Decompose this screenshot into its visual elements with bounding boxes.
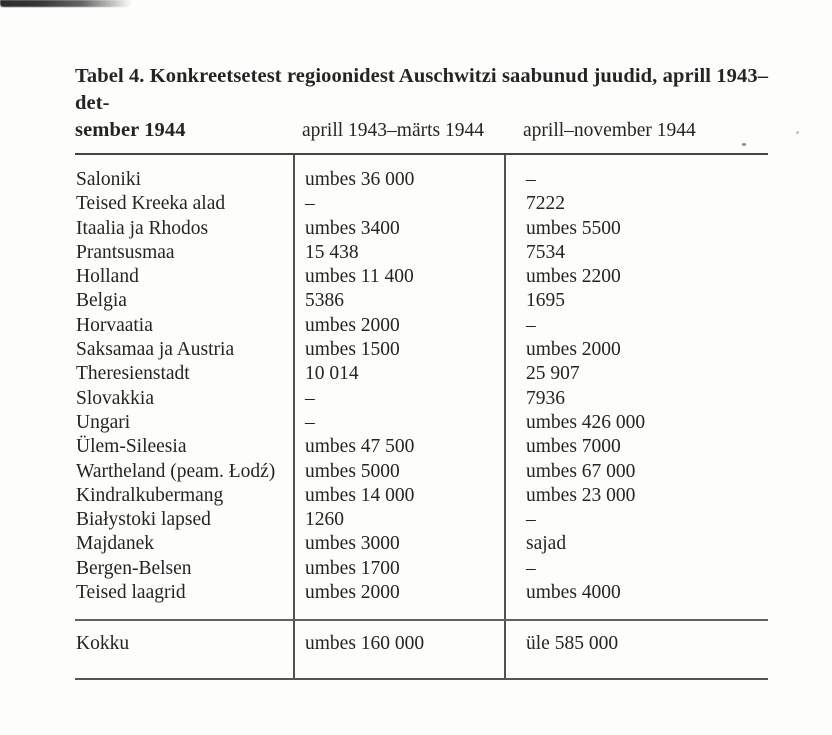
table-row	[75, 435, 768, 459]
region-cell: Prantsusmaa	[76, 241, 175, 263]
period1-cell: –	[305, 193, 315, 215]
table-row	[75, 265, 768, 289]
table-title-line2: sember 1944	[75, 119, 186, 141]
column-header-period1: aprill 1943–märts 1944	[302, 120, 484, 141]
period2-cell: umbes 4000	[526, 582, 621, 604]
period1-cell: umbes 47 500	[305, 436, 415, 458]
table-row	[75, 289, 768, 313]
period1-cell: 5386	[305, 290, 344, 312]
region-cell: Ülem-Sileesia	[76, 436, 187, 458]
period2-cell: –	[526, 557, 536, 579]
period1-cell: umbes 14 000	[305, 484, 415, 506]
total-separator-rule	[75, 619, 768, 621]
period1-cell: umbes 3400	[305, 217, 400, 239]
period1-cell: –	[305, 411, 315, 433]
period1-cell: umbes 2000	[305, 314, 400, 336]
period1-cell: umbes 1700	[305, 557, 400, 579]
period2-cell: umbes 2000	[526, 339, 621, 361]
region-cell: Saloniki	[76, 169, 142, 190]
region-cell: Wartheland (peam. Łodź)	[76, 460, 276, 482]
period2-cell: 7534	[526, 241, 565, 263]
scan-smudge-artifact	[0, 0, 132, 7]
table-title-line1: Tabel 4. Konkreetsetest regioonidest Auschwitzi saabunud juudid, aprill 1943–det-	[75, 65, 769, 114]
table-row	[75, 387, 768, 411]
table-row	[75, 581, 768, 605]
table-row	[75, 460, 768, 484]
region-cell: Belgia	[76, 290, 127, 312]
region-cell: Teised Kreeka alad	[76, 193, 226, 215]
period2-cell: –	[526, 314, 536, 336]
region-cell: Horvaatia	[76, 314, 153, 336]
period2-cell: umbes 2200	[526, 266, 621, 288]
region-cell: Holland	[76, 266, 139, 288]
period1-cell: umbes 5000	[305, 460, 400, 482]
table-body	[75, 168, 768, 605]
period2-cell: umbes 5500	[526, 217, 621, 239]
table-row	[75, 557, 768, 581]
data-table	[75, 153, 768, 680]
period1-cell: umbes 1500	[305, 339, 400, 361]
period1-cell: 1260	[305, 509, 344, 531]
period2-cell: umbes 67 000	[526, 460, 636, 482]
region-cell: Kindralkubermang	[76, 484, 224, 506]
total-row	[75, 632, 768, 656]
table-row	[75, 168, 768, 192]
region-cell: Białystoki lapsed	[76, 509, 211, 531]
period2-cell: umbes 23 000	[526, 484, 636, 506]
column-header-period2: aprill–november 1944	[523, 120, 696, 141]
period1-cell: 15 438	[305, 241, 359, 263]
scan-speck-artifact	[796, 131, 799, 134]
table-row	[75, 532, 768, 556]
region-cell: Bergen-Belsen	[76, 557, 192, 579]
region-cell: Teised laagrid	[76, 582, 186, 604]
period1-cell: 10 014	[305, 363, 359, 385]
region-cell: Slovakkia	[76, 387, 154, 409]
total-period1-value: umbes 160 000	[305, 633, 425, 654]
period2-cell: umbes 426 000	[526, 411, 646, 433]
period2-cell: 7222	[526, 193, 565, 215]
region-cell: Itaalia ja Rhodos	[76, 217, 209, 239]
table-row	[75, 192, 768, 216]
region-cell: Majdanek	[76, 533, 154, 555]
table-row	[75, 217, 768, 241]
period1-cell: umbes 11 400	[305, 266, 414, 288]
period2-cell: –	[526, 509, 536, 531]
total-period2-value: üle 585 000	[526, 633, 619, 654]
period2-cell: 1695	[526, 290, 565, 312]
table-row	[75, 314, 768, 338]
table-row	[75, 484, 768, 508]
region-cell: Ungari	[76, 411, 131, 433]
table-row	[75, 411, 768, 435]
period2-cell: –	[526, 169, 536, 190]
region-cell: Theresienstadt	[76, 363, 190, 385]
table-row	[75, 362, 768, 386]
period2-cell: sajad	[526, 533, 567, 555]
table-row	[75, 241, 768, 265]
period2-cell: 25 907	[526, 363, 580, 385]
period1-cell: umbes 2000	[305, 582, 400, 604]
period1-cell: umbes 36 000	[305, 169, 415, 190]
total-label: Kokku	[76, 633, 130, 654]
table-row	[75, 338, 768, 362]
region-cell: Saksamaa ja Austria	[76, 339, 235, 361]
period2-cell: umbes 7000	[526, 436, 621, 458]
period1-cell: umbes 3000	[305, 533, 400, 555]
table-row	[75, 508, 768, 532]
period1-cell: –	[305, 387, 315, 409]
period2-cell: 7936	[526, 387, 565, 409]
